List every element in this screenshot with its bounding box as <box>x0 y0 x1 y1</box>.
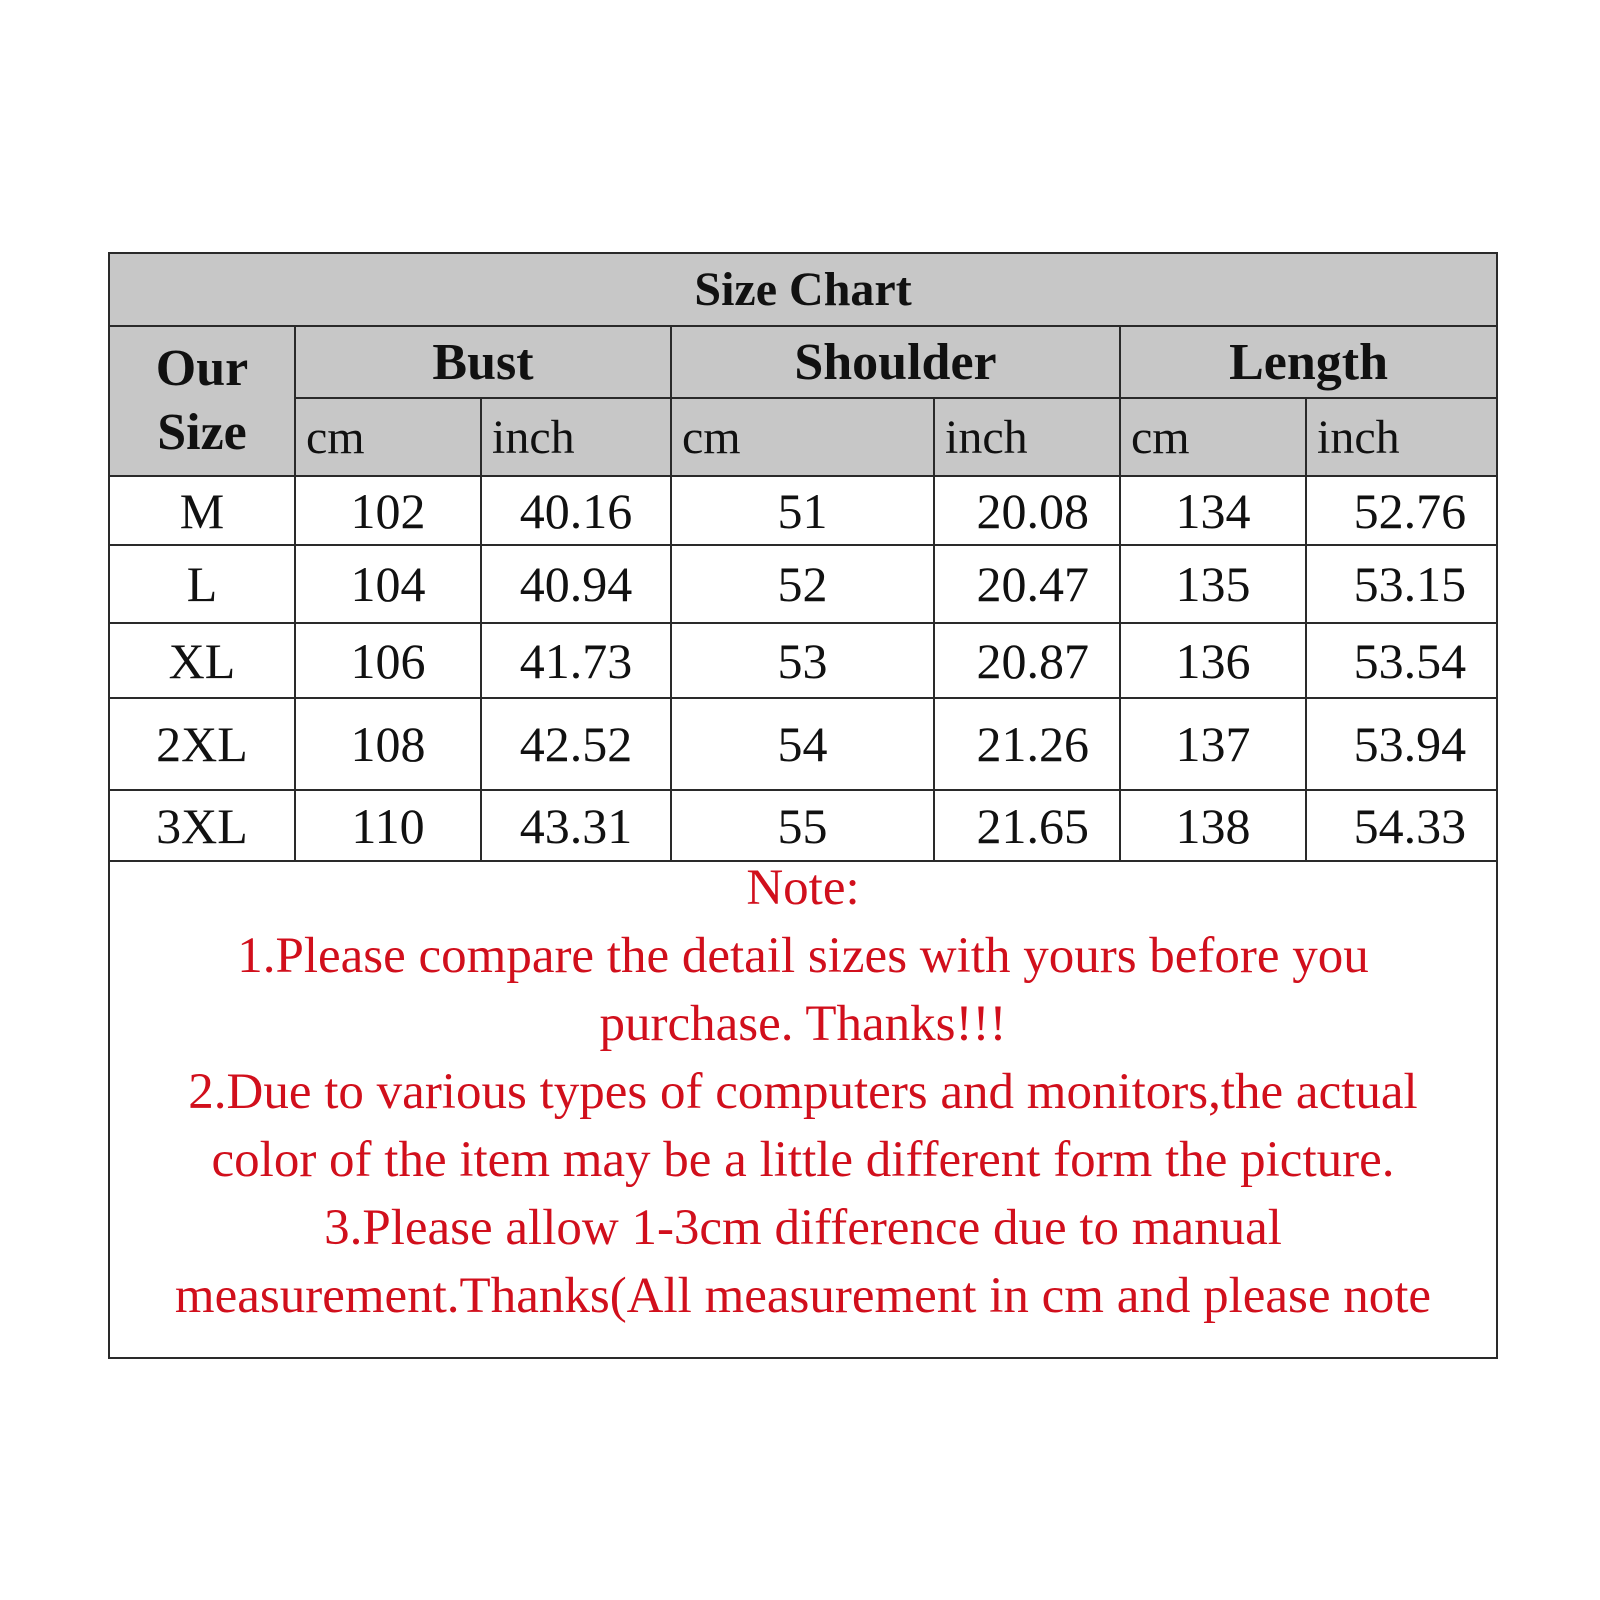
length-inch-cell: 53.94 <box>1306 698 1496 790</box>
shoulder-cm-header: cm <box>671 398 934 476</box>
note-line: purchase. Thanks!!! <box>599 996 1007 1052</box>
bust-cm-cell: 108 <box>295 698 481 790</box>
table-row <box>110 476 1496 545</box>
table-row <box>110 623 1496 698</box>
shoulder-inch-cell: 21.65 <box>934 790 1120 861</box>
length-inch-cell: 53.15 <box>1306 545 1496 623</box>
bust-inch-cell: 43.31 <box>481 790 671 861</box>
size-cell: 2XL <box>110 698 295 790</box>
bust-inch-header: inch <box>481 398 671 476</box>
bust-cm-cell: 106 <box>295 623 481 698</box>
note-line: measurement.Thanks(All measurement in cm and please note <box>174 1268 1432 1324</box>
length-cm-cell: 138 <box>1120 790 1306 861</box>
length-cm-cell: 134 <box>1120 476 1306 545</box>
shoulder-inch-cell: 20.87 <box>934 623 1120 698</box>
bust-header: Bust <box>295 326 671 398</box>
length-inch-cell: 53.54 <box>1306 623 1496 698</box>
size-cell: L <box>110 545 295 623</box>
size-header-line-1: Our <box>155 340 249 397</box>
note-line: 3.Please allow 1-3cm difference due to manual <box>324 1200 1282 1256</box>
size-cell: M <box>110 476 295 545</box>
size-cell: XL <box>110 623 295 698</box>
bust-inch-cell: 40.94 <box>481 545 671 623</box>
bust-cm-cell: 110 <box>295 790 481 861</box>
length-cm-cell: 136 <box>1120 623 1306 698</box>
length-cm-cell: 135 <box>1120 545 1306 623</box>
bust-cm-cell: 102 <box>295 476 481 545</box>
length-cm-cell: 137 <box>1120 698 1306 790</box>
table-row <box>110 698 1496 790</box>
shoulder-inch-cell: 21.26 <box>934 698 1120 790</box>
shoulder-cm-cell: 54 <box>671 698 934 790</box>
size-cell: 3XL <box>110 790 295 861</box>
bust-cm-header: cm <box>295 398 481 476</box>
shoulder-cm-cell: 53 <box>671 623 934 698</box>
notes-section <box>110 854 1496 1330</box>
shoulder-header: Shoulder <box>671 326 1120 398</box>
note-line: 1.Please compare the detail sizes with yours before you <box>237 928 1369 984</box>
table-row <box>110 790 1496 861</box>
size-chart <box>108 252 1498 1359</box>
size-column-header <box>110 326 295 476</box>
bust-inch-cell: 40.16 <box>481 476 671 545</box>
shoulder-cm-cell: 51 <box>671 476 934 545</box>
bust-inch-cell: 41.73 <box>481 623 671 698</box>
bust-inch-cell: 42.52 <box>481 698 671 790</box>
shoulder-inch-cell: 20.47 <box>934 545 1120 623</box>
length-inch-header: inch <box>1306 398 1496 476</box>
bust-cm-cell: 104 <box>295 545 481 623</box>
shoulder-cm-cell: 52 <box>671 545 934 623</box>
size-header-line-2: Size <box>157 404 247 461</box>
note-line: 2.Due to various types of computers and monitors,the actual <box>188 1064 1418 1120</box>
size-table <box>110 254 1496 862</box>
length-cm-header: cm <box>1120 398 1306 476</box>
length-inch-cell: 54.33 <box>1306 790 1496 861</box>
length-inch-cell: 52.76 <box>1306 476 1496 545</box>
table-row <box>110 545 1496 623</box>
shoulder-inch-header: inch <box>934 398 1120 476</box>
note-heading: Note: <box>746 860 860 916</box>
chart-title: Size Chart <box>110 254 1496 326</box>
shoulder-inch-cell: 20.08 <box>934 476 1120 545</box>
length-header: Length <box>1120 326 1496 398</box>
shoulder-cm-cell: 55 <box>671 790 934 861</box>
note-line: color of the item may be a little different form the picture. <box>211 1132 1395 1188</box>
